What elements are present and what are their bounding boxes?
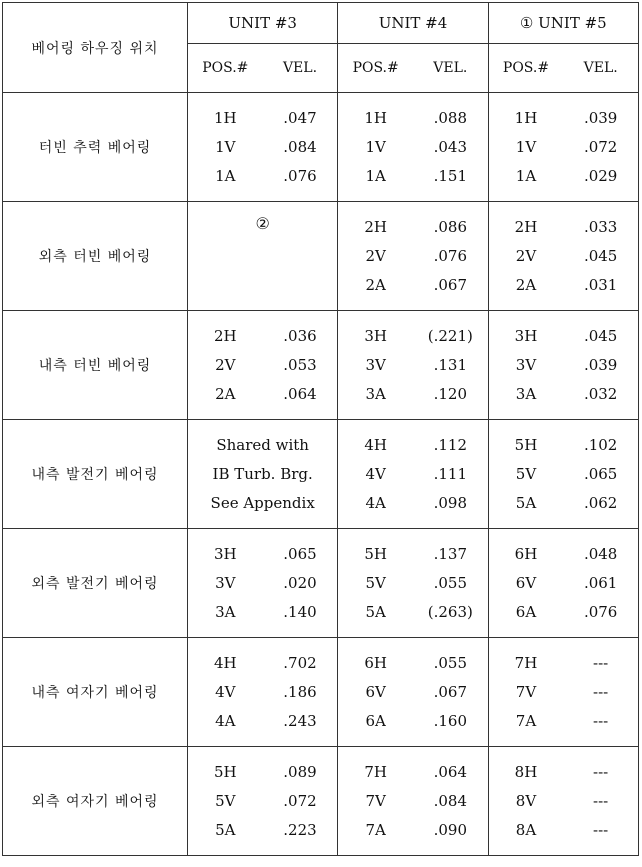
velocity-value: .223 xyxy=(283,821,317,839)
reading-line xyxy=(188,104,337,133)
reading-line xyxy=(338,707,487,736)
velocity-value: .120 xyxy=(433,385,468,403)
velocity-value: .072 xyxy=(583,138,618,156)
reading-line xyxy=(489,598,638,627)
reading-line xyxy=(188,540,337,569)
position-value: 5V xyxy=(365,574,386,592)
position-value: 2H xyxy=(214,327,237,345)
cell-u4 xyxy=(338,420,488,529)
position-value: 5H xyxy=(514,436,538,454)
subheader-unit-4 xyxy=(338,44,488,93)
velocity-value: .045 xyxy=(583,327,618,345)
position-value: 5H xyxy=(364,545,387,563)
position-value: 4A xyxy=(215,712,236,730)
reading-line xyxy=(489,271,638,300)
position-value: 2V xyxy=(215,356,236,374)
position-value: 2V xyxy=(365,247,386,265)
reading-line xyxy=(489,431,638,460)
reading-line xyxy=(489,242,638,271)
reading-line xyxy=(489,816,638,845)
position-value: 4V xyxy=(365,465,386,483)
reading-line xyxy=(338,213,487,242)
reading-line xyxy=(188,816,337,845)
position-value: 1H xyxy=(214,109,237,127)
position-value: 1A xyxy=(215,167,236,185)
reading-line xyxy=(338,598,487,627)
reading-line xyxy=(338,816,487,845)
position-value: 2H xyxy=(514,218,538,236)
reading-line xyxy=(489,787,638,816)
reading-line xyxy=(489,489,638,518)
table-body xyxy=(3,93,639,856)
cell-u5 xyxy=(488,747,638,856)
pos-label: POS.# xyxy=(202,60,249,76)
position-value: 3H xyxy=(214,545,237,563)
reading-line xyxy=(338,569,487,598)
cell-u5 xyxy=(488,93,638,202)
velocity-value: .047 xyxy=(283,109,317,127)
cell-u3 xyxy=(188,311,338,420)
velocity-value: .055 xyxy=(433,654,468,672)
pos-label: POS.# xyxy=(502,60,550,76)
velocity-value: .111 xyxy=(433,465,468,483)
bearing-location: 외측 터빈 베어링 xyxy=(3,202,188,311)
reading-line xyxy=(338,758,487,787)
position-value: 2V xyxy=(515,247,537,265)
position-value: 3A xyxy=(215,603,236,621)
reading-line xyxy=(489,133,638,162)
velocity-value: .033 xyxy=(583,218,618,236)
reading-line xyxy=(338,460,487,489)
reading-line xyxy=(338,322,487,351)
reading-line xyxy=(338,133,487,162)
reading-line xyxy=(338,242,487,271)
cell-u4 xyxy=(338,747,488,856)
reading-line xyxy=(338,540,487,569)
position-value: 5A xyxy=(515,494,537,512)
bearing-location: 내측 여자기 베어링 xyxy=(3,638,188,747)
reading-line xyxy=(188,598,337,627)
cell-u4 xyxy=(338,529,488,638)
position-value: 2A xyxy=(365,276,386,294)
velocity-value: .140 xyxy=(283,603,317,621)
table-row xyxy=(3,420,639,529)
reading-line xyxy=(188,133,337,162)
position-value: 5A xyxy=(215,821,236,839)
position-value: 8V xyxy=(515,792,537,810)
velocity-value: .102 xyxy=(583,436,618,454)
reading-line xyxy=(489,213,638,242)
cell-u3 xyxy=(188,529,338,638)
reading-line xyxy=(489,707,638,736)
note-text: See Appendix xyxy=(210,493,315,512)
table-row xyxy=(3,93,639,202)
velocity-value: --- xyxy=(593,683,609,701)
position-value: 6H xyxy=(364,654,387,672)
velocity-value: .112 xyxy=(433,436,468,454)
reading-line xyxy=(188,351,337,380)
position-value: 2A xyxy=(515,276,537,294)
note-text: IB Turb. Brg. xyxy=(212,464,313,483)
position-value: 4A xyxy=(365,494,386,512)
position-value: 7A xyxy=(515,712,537,730)
bearing-location: 외측 발전기 베어링 xyxy=(3,529,188,638)
velocity-value: .151 xyxy=(433,167,468,185)
velocity-value: .062 xyxy=(583,494,618,512)
position-value: 3V xyxy=(215,574,236,592)
reading-line xyxy=(489,540,638,569)
position-value: 5V xyxy=(215,792,236,810)
position-value: 1H xyxy=(514,109,538,127)
cell-u5 xyxy=(488,529,638,638)
reading-line xyxy=(489,380,638,409)
velocity-value: .072 xyxy=(283,792,317,810)
reading-line xyxy=(489,678,638,707)
velocity-value: .053 xyxy=(283,356,317,374)
reading-line xyxy=(489,351,638,380)
reading-line xyxy=(188,787,337,816)
position-value: 3H xyxy=(364,327,387,345)
table-row xyxy=(3,747,639,856)
cell-u4 xyxy=(338,202,488,311)
position-value: 1A xyxy=(515,167,537,185)
velocity-value: .076 xyxy=(433,247,468,265)
cell-u4 xyxy=(338,311,488,420)
reading-line xyxy=(188,649,337,678)
velocity-value: --- xyxy=(593,712,609,730)
reading-line xyxy=(489,758,638,787)
velocity-value: .048 xyxy=(583,545,618,563)
bearing-location: 내측 터빈 베어링 xyxy=(3,311,188,420)
velocity-value: .131 xyxy=(433,356,468,374)
reading-line xyxy=(338,678,487,707)
bearing-location: 내측 발전기 베어링 xyxy=(3,420,188,529)
velocity-value: --- xyxy=(593,792,609,810)
velocity-value: .061 xyxy=(583,574,618,592)
table-row xyxy=(3,529,639,638)
position-value: 6A xyxy=(365,712,386,730)
position-value: 1V xyxy=(365,138,386,156)
velocity-value: .186 xyxy=(283,683,317,701)
subheader-unit-3 xyxy=(188,44,338,93)
reading-line xyxy=(489,649,638,678)
velocity-value: .039 xyxy=(583,109,618,127)
velocity-value: .064 xyxy=(283,385,317,403)
velocity-value: .064 xyxy=(433,763,468,781)
header-unit-4: UNIT #4 xyxy=(338,3,488,44)
velocity-value: --- xyxy=(593,763,609,781)
position-value: 2A xyxy=(215,385,236,403)
reading-line xyxy=(188,162,337,191)
velocity-value: .055 xyxy=(433,574,468,592)
vel-label: VEL. xyxy=(433,60,468,76)
cell-u3 xyxy=(188,747,338,856)
reading-line xyxy=(338,489,487,518)
cell-u4 xyxy=(338,93,488,202)
cell-u5 xyxy=(488,311,638,420)
velocity-value: .076 xyxy=(583,603,618,621)
pos-label: POS.# xyxy=(352,60,399,76)
position-value: 7H xyxy=(364,763,387,781)
velocity-value: .084 xyxy=(283,138,317,156)
reading-line xyxy=(338,104,487,133)
velocity-value: .090 xyxy=(433,821,468,839)
velocity-value: .702 xyxy=(283,654,317,672)
reading-line xyxy=(188,569,337,598)
position-value: 6H xyxy=(514,545,538,563)
header-location: 베어링 하우징 위치 xyxy=(3,3,188,93)
velocity-value: .039 xyxy=(583,356,618,374)
table-row xyxy=(3,638,639,747)
reading-line xyxy=(489,104,638,133)
position-value: 5H xyxy=(214,763,237,781)
velocity-value: .036 xyxy=(283,327,317,345)
cell-u4 xyxy=(338,638,488,747)
velocity-value: .086 xyxy=(433,218,468,236)
reading-line xyxy=(338,162,487,191)
reading-line xyxy=(489,569,638,598)
velocity-value: --- xyxy=(593,821,609,839)
cell-u3 xyxy=(188,93,338,202)
position-value: 7A xyxy=(365,821,386,839)
velocity-value: .067 xyxy=(433,683,468,701)
position-value: 1A xyxy=(365,167,386,185)
velocity-value: .137 xyxy=(433,545,468,563)
position-value: 3A xyxy=(365,385,386,403)
position-value: 7H xyxy=(514,654,538,672)
vel-label: VEL. xyxy=(583,60,618,76)
note-marker: ② xyxy=(255,214,270,233)
reading-line xyxy=(489,322,638,351)
reading-line xyxy=(188,322,337,351)
cell-u5 xyxy=(488,202,638,311)
position-value: 5A xyxy=(365,603,386,621)
velocity-value: --- xyxy=(593,654,609,672)
header-unit-3: UNIT #3 xyxy=(188,3,338,44)
position-value: 4V xyxy=(215,683,236,701)
velocity-value: .067 xyxy=(433,276,468,294)
velocity-value: .045 xyxy=(583,247,618,265)
velocity-value: .076 xyxy=(283,167,317,185)
table-row xyxy=(3,202,639,311)
velocity-value: .084 xyxy=(433,792,468,810)
position-value: 7V xyxy=(515,683,537,701)
cell-u5 xyxy=(488,638,638,747)
position-value: 6A xyxy=(515,603,537,621)
position-value: 3A xyxy=(515,385,537,403)
reading-line xyxy=(338,351,487,380)
velocity-value: (.221) xyxy=(427,327,473,345)
position-value: 7V xyxy=(365,792,386,810)
reading-line xyxy=(188,758,337,787)
velocity-value: (.263) xyxy=(427,603,473,621)
cell-u3 xyxy=(188,638,338,747)
reading-line xyxy=(338,380,487,409)
reading-line xyxy=(338,431,487,460)
position-value: 6V xyxy=(515,574,537,592)
reading-line xyxy=(338,787,487,816)
reading-line xyxy=(338,271,487,300)
velocity-value: .032 xyxy=(583,385,618,403)
reading-line xyxy=(188,707,337,736)
velocity-value: .020 xyxy=(283,574,317,592)
reading-line xyxy=(338,649,487,678)
cell-u3 xyxy=(188,420,338,529)
position-value: 4H xyxy=(364,436,387,454)
position-value: 5V xyxy=(515,465,537,483)
position-value: 3V xyxy=(365,356,386,374)
position-value: 1V xyxy=(515,138,537,156)
reading-line xyxy=(188,380,337,409)
position-value: 2H xyxy=(364,218,387,236)
position-value: 8H xyxy=(514,763,538,781)
cell-u5 xyxy=(488,420,638,529)
subheader-unit-5 xyxy=(488,44,638,93)
bearing-location: 외측 여자기 베어링 xyxy=(3,747,188,856)
vel-label: VEL. xyxy=(282,60,318,76)
position-value: 4H xyxy=(214,654,237,672)
velocity-value: .031 xyxy=(583,276,618,294)
velocity-value: .160 xyxy=(433,712,468,730)
reading-line xyxy=(489,162,638,191)
reading-line xyxy=(188,678,337,707)
velocity-value: .089 xyxy=(283,763,317,781)
position-value: 3H xyxy=(514,327,538,345)
velocity-value: .043 xyxy=(433,138,468,156)
position-value: 6V xyxy=(365,683,386,701)
velocity-value: .065 xyxy=(583,465,618,483)
velocity-value: .088 xyxy=(433,109,468,127)
position-value: 1H xyxy=(364,109,387,127)
velocity-value: .098 xyxy=(433,494,468,512)
table-row xyxy=(3,311,639,420)
position-value: 8A xyxy=(515,821,537,839)
reading-line xyxy=(489,460,638,489)
vibration-table xyxy=(2,2,639,856)
header-unit-5: ① UNIT #5 xyxy=(488,3,638,44)
bearing-location: 터빈 추력 베어링 xyxy=(3,93,188,202)
note-text: Shared with xyxy=(216,435,309,454)
cell-u3 xyxy=(188,202,338,311)
velocity-value: .029 xyxy=(583,167,618,185)
velocity-value: .065 xyxy=(283,545,317,563)
position-value: 3V xyxy=(515,356,537,374)
position-value: 1V xyxy=(215,138,236,156)
velocity-value: .243 xyxy=(283,712,317,730)
